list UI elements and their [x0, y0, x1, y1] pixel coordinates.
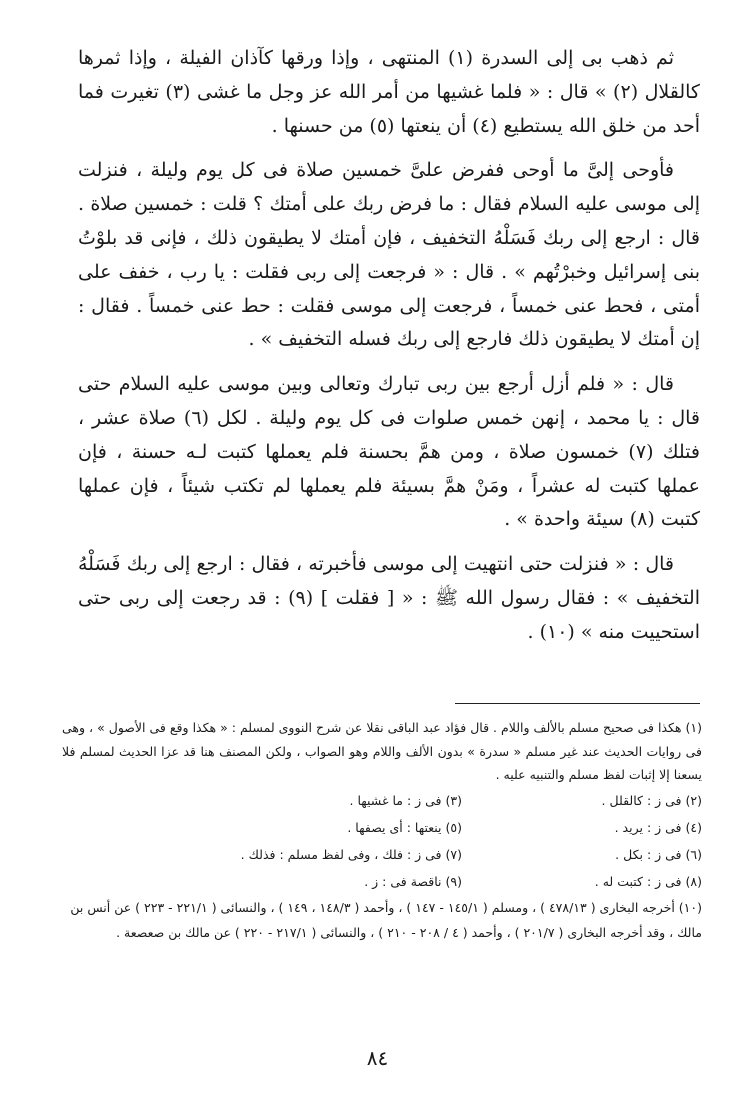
paragraph: فأوحى إلىَّ ما أوحى ففرض علىَّ خمسين صلاة فى كل يوم وليلة ، فنزلت إلى موسى عليه السلام فقال : ما فرض ربك على أمتك ؟ قلت : خمسين صلاة . قال : ارجع إلى ربك فَسَلْهُ التخفيف ، فإن أمتك لا يطيقون ذلك ، فإنى قد بلوْتُ بنى إسرائيل وخبرْتُهم » . قال : « فرجعت إلى ربى فقلت : يا رب ، خفف على أمتى ، فحط عنى خمساً ، فرجعت إلى موسى فقلت : حط عنى خمساً . فقال : إن أمتك لا يطيقون ذلك فارجع إلى ربك فسله التخفيف » .: [78, 159, 700, 351]
paragraph: قال : « فنزلت حتى انتهيت إلى موسى فأخبرته ، فقال : ارجع إلى ربك فَسَلْهُ التخفيف » : فقال رسول الله ﷺ : « [ فقلت ] (٩) : قد رجعت إلى ربى حتى استحييت منه » (١٠) .: [78, 553, 700, 643]
footnote-6: (٦) فى ز : بكل .: [615, 846, 702, 862]
footnote-8: (٨) فى ز : كتبت له .: [594, 873, 702, 889]
main-text: [78, 42, 700, 661]
paragraph: ثم ذهب بى إلى السدرة (١) المنتهى ، وإذا ورقها كآذان الفيلة ، وإذا ثمرها كالقلال (٢) » قال : « فلما غشيها من أمر الله عز وجل ما غشى (٣) تغيرت فما أحد من خلق الله يستطيع (٤) أن ينعتها (٥) من حسنها .: [78, 47, 700, 137]
footnotes: [62, 712, 702, 945]
footnote-5: (٥) ينعتها : أى يصفها .: [347, 819, 462, 835]
paragraph: قال : « فلم أزل أرجع بين ربى تبارك وتعالى وبين موسى عليه السلام حتى قال : يا محمد ، إنهن خمس صلوات فى كل يوم وليلة . لكل (٦) صلاة عشر ، فتلك (٧) خمسون صلاة ، ومن همَّ بحسنة فلم يعملها كتبت لـه حسنة ، فإن عملها كتبت له عشراً ، ومَنْ همَّ بسيئة فلم يعملها لم تكتب شيئاً ، فإن عملها كتبت (٨) سيئة واحدة » .: [78, 373, 701, 531]
footnote-7: (٧) فى ز : فلك ، وفى لفظ مسلم : فذلك .: [240, 846, 462, 862]
footnote-4: (٤) فى ز : يريد .: [614, 819, 702, 835]
footnote-2: (٢) فى ز : كالقلل .: [601, 792, 702, 808]
footnote-1: (١) هكذا فى صحيح مسلم بالألف واللام . قال فؤاد عبد الباقى نقلا عن شرح النووى لمسلم : « هكذا وقع فى الأصول » ، وهى فى روايات الحديث عند غير مسلم « سدرة » بدون الألف واللام وهو الصواب ، ولكن المصنف هنا قد عزا الحديث لمسلم فلا يسعنا إلا إثبات لفظ مسلم والتنبيه عليه .: [62, 720, 702, 782]
footnote-10: (١٠) أخرجه البخارى ( ٤٧٨/١٣ ) ، ومسلم ( ١٤٥/١ - ١٤٧ ) ، وأحمد ( ١٤٨/٣ ، ١٤٩ ) ، والنسائى ( ٢٢١/١ - ٢٢٣ ) عن أنس بن مالك ، وقد أخرجه البخارى ( ٢٠١/٧ ) ، وأحمد ( ٤ / ٢٠٨ - ٢١٠ ) ، والنسائى ( ٢١٧/١ - ٢٢٠ ) عن مالك بن صعصعة .: [70, 899, 702, 940]
footnote-9: (٩) ناقصة فى : ز .: [364, 873, 462, 889]
footnote-pairs: [62, 787, 702, 895]
page-number: ٨٤: [366, 1046, 389, 1070]
footnote-3: (٣) فى ز : ما غشيها .: [349, 792, 462, 808]
footnote-divider: [455, 703, 700, 704]
